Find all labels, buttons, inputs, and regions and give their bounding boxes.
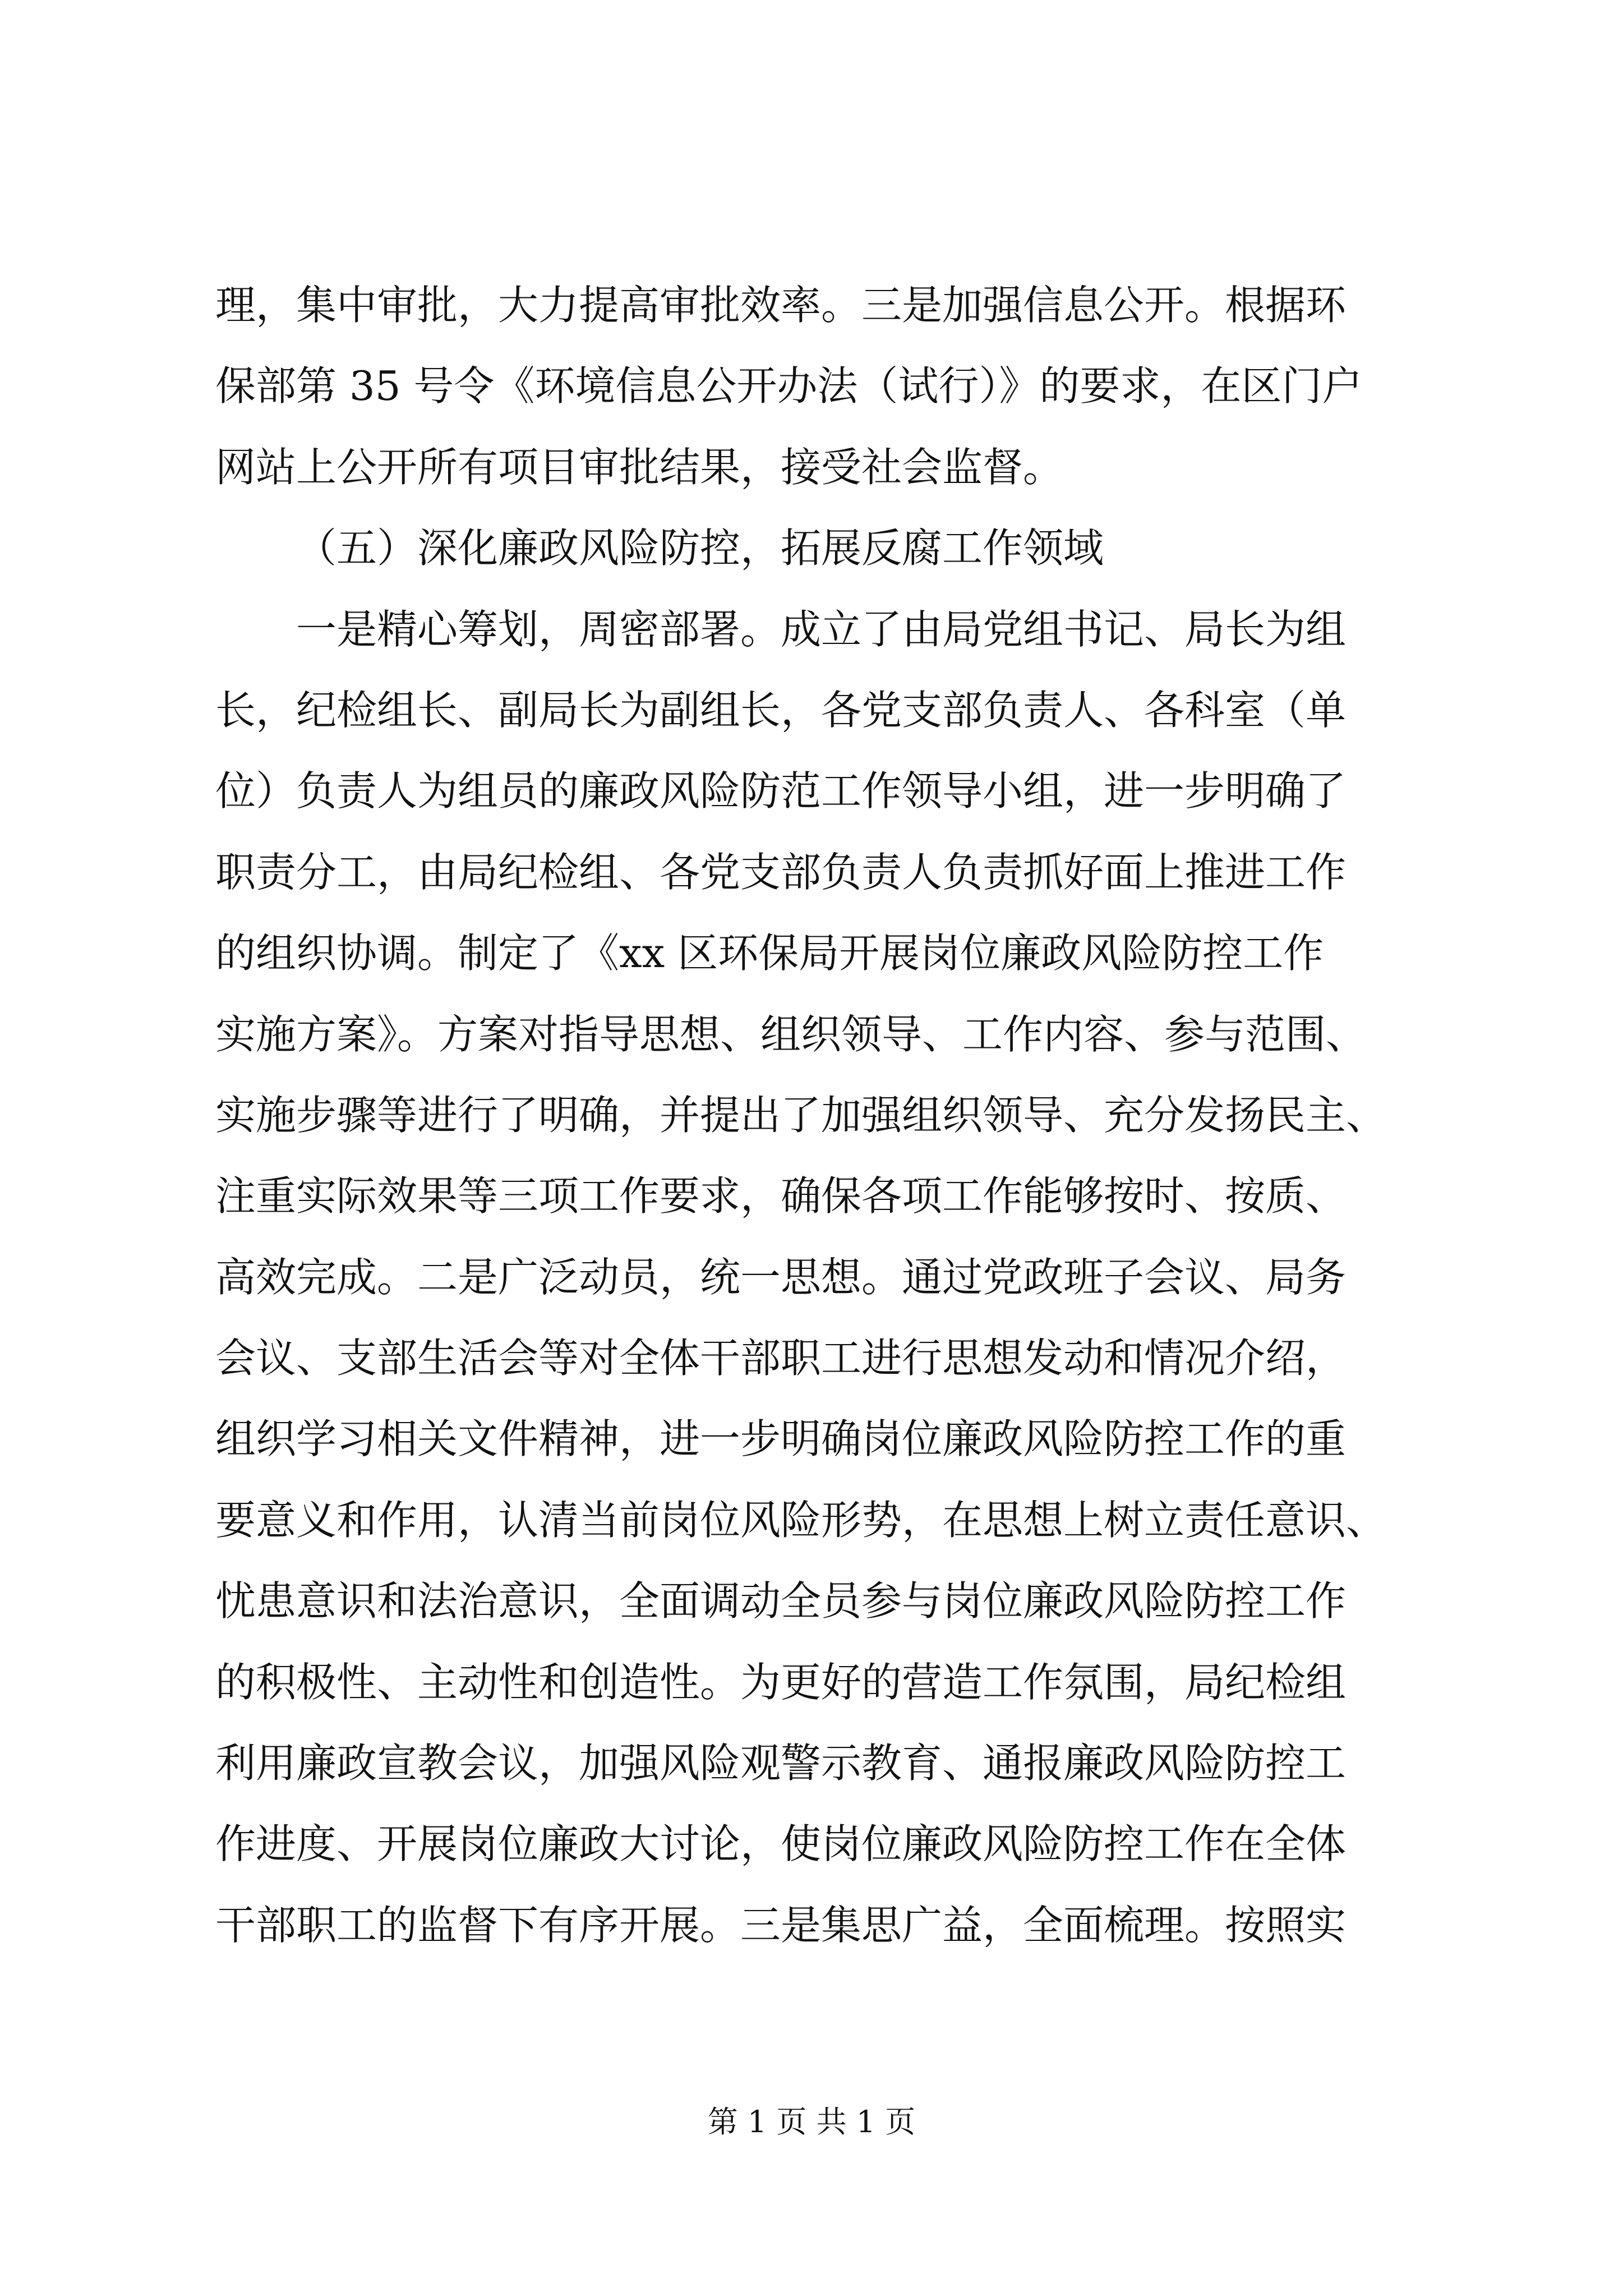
body-line: 忧患意识和法治意识，全面调动全员参与岗位廉政风险防控工作: [215, 1577, 1347, 1625]
body-line: 组织学习相关文件精神，进一步明确岗位廉政风险防控工作的重: [215, 1415, 1347, 1463]
body-line: 实施方案》。方案对指导思想、组织领导、工作内容、参与范围、: [215, 1010, 1367, 1058]
section-heading: （五）深化廉政风险防控，拓展反腐工作领域: [296, 524, 1104, 572]
body-line: 会议、支部生活会等对全体干部职工进行思想发动和情况介绍，: [215, 1335, 1347, 1382]
body-line: 保部第 35 号令《环境信息公开办法（试行）》的要求，在区门户: [215, 362, 1363, 410]
body-line: 高效完成。二是广泛动员，统一思想。通过党政班子会议、局务: [215, 1253, 1347, 1301]
body-line: 网站上公开所有项目审批结果，接受社会监督。: [215, 443, 1064, 491]
paragraph-first-line: 一是精心筹划，周密部署。成立了由局党组书记、局长为组: [296, 605, 1347, 653]
body-line: 的组织协调。制定了《xx 区环保局开展岗位廉政风险防控工作: [215, 930, 1324, 977]
body-line: 干部职工的监督下有序开展。三是集思广益，全面梳理。按照实: [215, 1901, 1347, 1949]
body-line: 职责分工，由局纪检组、各党支部负责人负责抓好面上推进工作: [215, 848, 1347, 896]
body-line: 的积极性、主动性和创造性。为更好的营造工作氛围，局纪检组: [215, 1658, 1347, 1706]
body-line: 理，集中审批，大力提高审批效率。三是加强信息公开。根据环: [215, 282, 1347, 329]
document-body: [215, 265, 1444, 1966]
body-line: 作进度、开展岗位廉政大讨论，使岗位廉政风险防控工作在全体: [215, 1820, 1347, 1868]
body-line: 注重实际效果等三项工作要求，确保各项工作能够按时、按质、: [215, 1172, 1347, 1220]
body-line: 利用廉政宣教会议，加强风险观警示教育、通报廉政风险防控工: [215, 1740, 1347, 1787]
page-number-footer: 第 1 页 共 1 页: [707, 2104, 916, 2139]
body-line: 位）负责人为组员的廉政风险防范工作领导小组，进一步明确了: [215, 767, 1347, 815]
body-line: 实施步骤等进行了明确，并提出了加强组织领导、充分发扬民主、: [215, 1091, 1387, 1139]
body-line: 长，纪检组长、副局长为副组长，各党支部负责人、各科室（单: [215, 686, 1347, 734]
body-line: 要意义和作用，认清当前岗位风险形势，在思想上树立责任意识、: [215, 1496, 1387, 1544]
